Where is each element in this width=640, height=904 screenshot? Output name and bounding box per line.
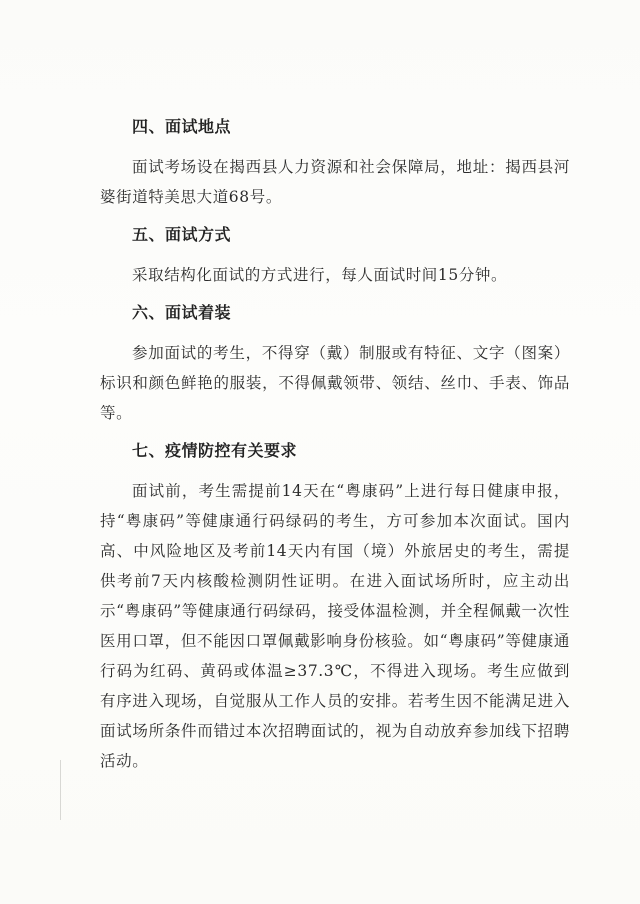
section-heading: 六、面试着装 bbox=[132, 303, 232, 322]
section-paragraph: 面试前，考生需提前14天在“粤康码”上进行每日健康申报，持“粤康码”等健康通行码绿码的考生，方可参加本次面试。国内高、中风险地区及考前14天内有国（境）外旅居史的考生，需提供考前7天内核酸检测阴性证明。在进入面试场所时，应主动出示“粤康码”等健康通行码绿码，接受体温检测，并全程佩戴一次性医用口罩，但不能因口罩佩戴影响身份核验。如“粤康码”等健康通行码为红码、黄码或体温≥37.3℃，不得进入现场。考生应做到有序进入现场，自觉服从工作人员的安排。若考生因不能满足进入面试场所条件而错过本次招聘面试的，视为自动放弃参加线下招聘活动。 bbox=[100, 482, 570, 770]
section-interview-location bbox=[100, 116, 570, 212]
section-paragraph: 采取结构化面试的方式进行，每人面试时间15分钟。 bbox=[132, 266, 508, 284]
document-body bbox=[100, 116, 570, 788]
section-interview-attire bbox=[100, 302, 570, 428]
section-interview-method bbox=[100, 224, 570, 290]
section-paragraph: 参加面试的考生，不得穿（戴）制服或有特征、文字（图案）标识和颜色鲜艳的服装，不得佩戴领带、领结、丝巾、手表、饰品等。 bbox=[100, 344, 570, 422]
section-heading: 四、面试地点 bbox=[132, 117, 232, 136]
section-epidemic-prevention bbox=[100, 440, 570, 776]
section-paragraph: 面试考场设在揭西县人力资源和社会保障局，地址：揭西县河婆街道特美思大道68号。 bbox=[100, 158, 570, 206]
scan-edge-mark bbox=[60, 760, 61, 820]
section-heading: 五、面试方式 bbox=[132, 225, 232, 244]
section-heading: 七、疫情防控有关要求 bbox=[132, 441, 298, 460]
